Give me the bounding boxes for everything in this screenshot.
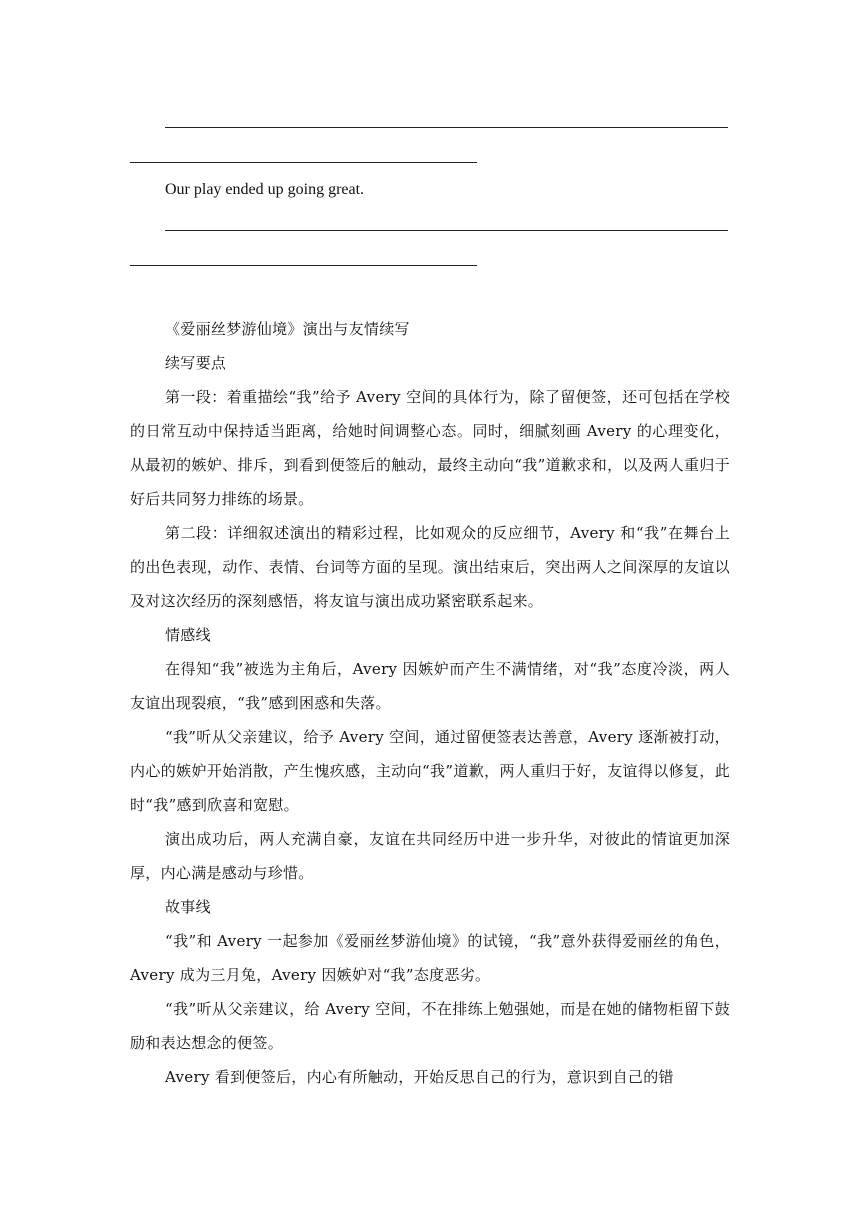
section-heading-emotion: 情感线	[165, 626, 211, 644]
given-sentence: Our play ended up going great.	[165, 181, 365, 198]
paragraph: Avery 看到便签后，内心有所触动，开始反思自己的行为，意识到自己的错	[165, 1068, 674, 1086]
section-heading-story: 故事线	[165, 898, 211, 916]
essay-title: 《爱丽丝梦游仙境》演出与友情续写	[165, 320, 410, 338]
paragraph: 演出成功后，两人充满自豪，友谊在共同经历中进一步升华，对彼此的情谊更加深厚，内心满是感动与珍惜。	[130, 830, 730, 882]
essay-content	[130, 312, 730, 1094]
paragraph: 在得知“我”被选为主角后，Avery 因嫉妒而产生不满情绪，对“我”态度冷淡，两人友谊出现裂痕，“我”感到困惑和失落。	[130, 660, 730, 712]
section-heading-points: 续写要点	[165, 354, 227, 372]
writing-line	[165, 127, 728, 128]
paragraph: 第二段：详细叙述演出的精彩过程，比如观众的反应细节，Avery 和“我”在舞台上的出色表现，动作、表情、台词等方面的呈现。演出结束后，突出两人之间深厚的友谊以及对这次经历的深刻感悟，将友谊与演出成功紧密联系起来。	[130, 524, 730, 610]
writing-line	[130, 162, 477, 163]
writing-line	[130, 265, 477, 266]
paragraph: “我”听从父亲建议，给予 Avery 空间，通过留便签表达善意，Avery 逐渐被打动，内心的嫉妒开始消散，产生愧疚感，主动向“我”道歉，两人重归于好，友谊得以修复，此时“我”感到欣喜和宽慰。	[130, 728, 730, 814]
paragraph: “我”听从父亲建议，给 Avery 空间，不在排练上勉强她，而是在她的储物柜留下鼓励和表达想念的便签。	[130, 1000, 730, 1052]
writing-line	[165, 230, 728, 231]
paragraph: 第一段：着重描绘“我”给予 Avery 空间的具体行为，除了留便签，还可包括在学校的日常互动中保持适当距离，给她时间调整心态。同时，细腻刻画 Avery 的心理变化，从最初的嫉妒、排斥，到看到便签后的触动，最终主动向“我”道歉求和，以及两人重归于好后共同努力排练的场景。	[130, 388, 730, 508]
paragraph: “我”和 Avery 一起参加《爱丽丝梦游仙境》的试镜，“我”意外获得爱丽丝的角色，Avery 成为三月兔，Avery 因嫉妒对“我”态度恶劣。	[130, 932, 730, 984]
